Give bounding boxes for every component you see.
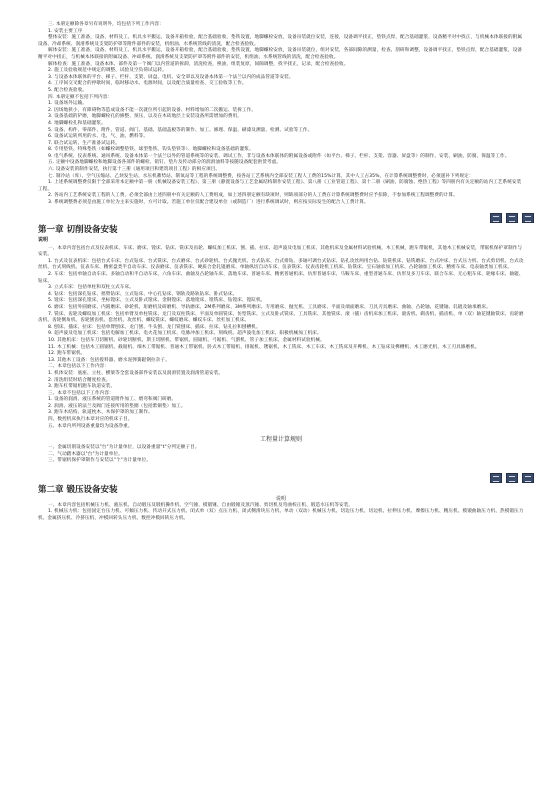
nav-row-2	[38, 473, 524, 485]
chapter-1-explanation-label: 说明	[38, 236, 49, 243]
chapter-1-paragraph: 三、本章不包括以下工作内容：	[48, 390, 114, 396]
intro-paragraph: 七. 制冷站（库）、空气压缩站、乙炔发生站、水压机蓄势站、制氧站等工程的系统调整费，按各站工艺系统内全部安装工程人工费的15%计算，其中人工占35%，在计算系统调整费时，必须递补下列规定：	[48, 173, 474, 179]
intro-paragraph: 3. 设备基础的铲磨，地脚螺栓孔的修整、预压，以及在木砖地层上安装设备所需增加的费用。	[48, 114, 242, 120]
chapter-1-paragraph: 13. 其他木工设备：包括拨料器、磨水泥弹簧辊钢拉杂子。	[48, 357, 170, 363]
page-nav-2	[490, 473, 534, 483]
rule-item: 二、气动踏木器以"台"为计量单位。	[48, 451, 123, 457]
chapter-2-title: 第二章 锻压设备安装	[38, 485, 118, 496]
chapter-1-paragraph: 五、本章内所列设备重量均为设备净重。	[48, 423, 133, 429]
intro-paragraph: 1. 设备场外运输。	[48, 101, 88, 107]
intro-paragraph: 解体检查：施工准备，设备本体、部件及第一个阀门以内管道的拆卸，清洗检查，换油，组装复原，间隙调整，找平找正，记录，配合检查验收。	[48, 61, 349, 67]
chapter-1-paragraph: 7. 铣床、齿轮及螺纹加工机床：包括单臂及单柱铣床、龙门及双柱铣床、平面及单圆铣床、仿型铣床、立式及卧式铣床、工具铣床、其他铣床、滚（插）齿机床加工机床、滚齿机、剃齿机、插齿机、单（双）轴花键轴铣床、齿轮磨齿机、齿轮倒角机、齿轮刨齿机、套丝机、攻丝机、螺纹铣床、螺纹磨床、螺纹车床、丝杠加工机床。	[38, 311, 524, 324]
intro-paragraph: 4. 工序间交叉配合的停歇时间，临时移动水、电源时间，以及配合质量检查、交工验收等工作。	[48, 81, 247, 87]
page-nav	[490, 213, 534, 223]
intro-paragraph: 三. 本册定额除各章另有说明外，均包括下列工作内容：	[48, 22, 164, 27]
chapter-1-paragraph: 二、本章包括以下工作内容：	[48, 364, 110, 370]
next-page-icon[interactable]	[522, 213, 534, 223]
chapter-2-paragraph: 一、本章内容包括机械压力机、液压机、自动锻压及锻机操作机、空气锤、模锻锤、自由锻锤及蒸汽锤、剪切机及弯曲校正机、锻造水压机等安装。	[48, 502, 354, 508]
chapter-1-paragraph: 3. 立式车床：包括单柱和双柱立式车床。	[48, 285, 134, 291]
chapter-1-paragraph: 2. 清洗组装时结合精度检查。	[48, 377, 111, 383]
next-page-icon[interactable]	[522, 473, 534, 483]
intro-paragraph: 6. 设备试运转所用的水、电、气、油、燃料等。	[48, 134, 149, 140]
chapter-1-paragraph: 2. 车床：包括单轴自动车床、多轴自动和半自动车床、六角车床、曲轴及凸轮轴车床、落地车床、普通车床、精密普通机床、仿形普通车床、马鞍车床、重型普通车床、仿形及多刀车床、联合车床、无心粗车床、轮缘车床、轴辊、钻床。	[38, 272, 524, 284]
intro-paragraph: 3. 与设备本体联体的平台、梯子、栏杆、支架、屏盘、电机、安全罩以及设备本体第一个法兰以内的成品管道等安装。	[48, 74, 294, 80]
chapter-1-paragraph: 11. 木工机械：包括木工圆锯机、截锯机、细木工带锯机、普通木工带锯机、卧式木工带锯机、排锯机、镂锯机、木工铣床、木工车床、木工铣床及开榫机、木工钻床及榫槽机、木工磨光机、木工刃具修磨机。	[48, 344, 480, 350]
intro-paragraph: 5. 配合检查验收。	[48, 87, 88, 93]
chapter-1-rules	[38, 445, 524, 465]
chapter-1-paragraph: 3. 跑车木结构、轨道枕木、木保护罩的加工制作。	[48, 410, 153, 416]
home-icon[interactable]	[506, 473, 518, 483]
prev-page-icon[interactable]	[490, 213, 502, 223]
intro-paragraph: 解体安装：施工准备，设备、材料及工、机具水平搬运，设备开箱检验，配合基础验收，垫铁设置，地脚螺栓安放，设备吊装就位，组对安装，各部间隙的测量，检查、刮研和调整，设备调平找正，垫铁点焊，配合基础灌浆，设备精平对中找正，与机械本体联接的附属设备、冲却系统、润滑系统及支架防护罩等附件部件的安装，机组油、水系统管线的清洗，配合检查验收。	[38, 48, 523, 60]
chapter-1-body	[38, 246, 524, 431]
chapter-1-paragraph: 12. 跑车带锯机。	[48, 351, 86, 357]
home-icon[interactable]	[506, 213, 518, 223]
chapter-1-paragraph: 8. 刨床、插床、拉床：包括单臂刨床、龙门刨、牛头刨、龙门铣刨床、插床、拉床、钻孔拉和刨槽机。	[48, 324, 261, 330]
chapter-2-explanation-label: 说明	[275, 496, 287, 503]
chapter-1-paragraph: 1. 机体安装：底座、立柱、横梁等全套设备部件安装以及润滑装置及润滑管道安装。	[48, 370, 224, 376]
intro-paragraph: 9. 电气系统、仪表系统、通风系统、设备本体第一个法兰以外的管道系统等的安装、调试工作，非与设备本体联体的附属设备或附件（如平台、梯子、栏杆、支架、容器、屏盘等）的制作、安装、刷油、防腐、保温等工作。	[48, 153, 510, 159]
intro-paragraph: 整体安装：施工准备，设备、材料及工、机具水平搬运，设备开箱检验，配合基础验收，垫铁设置，地脚螺栓安放，设备吊装就位安装，连接，设备调平找正，垫铁点焊，配合基础灌浆，设备精平对中找正，与机械本体联接的附属设备、冷却系统、润滑系统及支架防护罩等附件部件的安装，机组油、水系统管线的清洗，配合检查验收。	[38, 35, 523, 47]
intro-paragraph: 2. 因场地狭小，有障碍物等造成设备不能一次就位所引起的设备、材料增加的二次搬运、装拆工作。	[48, 107, 256, 113]
document-page	[38, 22, 524, 522]
chapter-1-paragraph: 4. 钻床：包括深孔钻床、摇臂钻床、立式钻床、中心孔钻床、钢轨及路轨钻床、卧式钻床。	[48, 291, 238, 297]
chapter-1-paragraph: 3. 跑车杠带锯机跑车轨道安装。	[48, 384, 116, 390]
intro-paragraph: 1. 上述系统调整费仅限于全部采用本定额中第一册《机械设备安装工程》、第三册《静置设备与工艺金属结构制作安装工程》、第八册《工业管道工程》、第十二册《刷油、防腐蚀、绝热工程》等四册内有关定额的站内工艺系统安装工程。	[38, 180, 522, 192]
intro-section	[38, 22, 524, 207]
intro-paragraph: 8. 专用垫铁、特殊垫铁（如螺栓调整垫铁、球型垫铁、钩头垫铁等）、地脚螺栓和设备基础的灌浆。	[48, 147, 254, 153]
intro-paragraph: 4. 地脚螺栓孔和基础灌浆。	[48, 120, 106, 126]
chapter-2-body	[38, 503, 524, 523]
chapter-1-paragraph: 一、本章内容包括台式及仪表机床、车床、磨床、镗床、钻床、铣床及齿轮、螺纹加工机床、刨、插、拉床、超声波及电加工机床，其他机床及金属材料试验机械，木工机械，跑车带锯机，其他木工机械安装，带锯机保护罩制作与安装。	[38, 245, 523, 258]
intro-paragraph: 3. 系统调整费必须是由施工单位为主来实施时，方可计取。若施工单位仅配合建设单位（或制造厂）进行系统调试时，则应按实际发生的配合人工费计算。	[48, 200, 369, 206]
chapter-1-paragraph: 1. 设备的润滑、液压系统的管道附件加工、煨弯和阀门研磨。	[48, 397, 177, 403]
chapter-1-paragraph: 2. 润滑、液压的法兰及阀门连接所用的垫圈（包括紫铜垫）加工。	[48, 403, 186, 409]
chapter-1-title: 第一章 切削设备安装	[38, 224, 118, 235]
chapter-1-paragraph: 9. 超声波及电加工机床：包括电解加工机床、电火花加工机床、电脉冲加工机床、刻线机、超声波电加工机床、阳极机械加工机床。	[48, 331, 322, 337]
nav-row-1	[38, 213, 524, 225]
prev-page-icon[interactable]	[490, 473, 502, 483]
chapter-2-paragraph: 1. 机械压力机：包括固定台压力机、可倾压力机、传动开式压力机、闭式单（双）点压力机、闭式侧滑块压力机、单动（双动）机械压力机、切边压力机、切边机、拉伸压力机、摩擦压力机、精压机、模锻曲轴压力机、热模锻压力机、金属挤压机、冷挤压机、冲模回转头压力机、数控冲模回转压力机。	[38, 509, 524, 521]
intro-paragraph: 六. 设备安装的制作安装，执行第十三册《通用项目和建筑项目工程》的相应项目。	[48, 167, 221, 173]
chapter-1-rules-title: 工程量计算规则	[259, 436, 302, 444]
intro-paragraph: 5. 设备、构件、零部件、附件、管道、阀门、基础、基础盖板等的制作、加工、修理、保温、刷漆及测量、检测、试验等工作。	[48, 127, 313, 133]
rule-item: 一、金属切削设备安装以"台"为计量单位，以设备重量"t"分列定额子目。	[48, 445, 200, 451]
chapter-1-paragraph: 10. 其他机床：包括车刀切断机、砂轮切断机、斯王切断机、带锯机、圆锯机、弓锯机、气割机、管子加工机床、金属材料试验机械。	[48, 337, 325, 343]
rule-item: 三、带锯机保护罩制作与安装以"个"为计量单位。	[48, 458, 151, 464]
chapter-1-paragraph: 5. 镗床：包括深孔镗床、坐标镗床、立式及卧式镗床、金钢镗床、落地镗床、镗铣床、钻镗床、镗缸机。	[48, 298, 266, 304]
intro-paragraph: 1. 安装主要工序	[48, 28, 83, 34]
intro-paragraph: 五. 定额中设备地脚螺栓和地脚设备各部件的螺栓、销钉、垫片及传动部分的润滑油料等按随设备配套供货考虑。	[48, 160, 282, 166]
intro-paragraph: 2. 施工及验收规范中规定的调整、试验及空负荷试运转。	[48, 68, 167, 74]
intro-paragraph: 7. 联合试运转、生产准备试运转。	[48, 140, 120, 146]
chapter-1-paragraph: 四、数控机床执行本章对应的机床子目。	[48, 417, 133, 423]
chapter-1-paragraph: 1. 台式及仪表机床：包括台式车床、台式钻床、台式铣床、台式磨床、台式砂轮机、台式抛光机、台式钻床、台式排钻、多轴可调台式钻床、钻孔攻丝两用台钻、钻铣机床、钻铣磨床、台式冲床、台式压力机、台式剪切机、台式攻丝机、台式刻线机、仪表车床、精密盘类半自动车床、仪表磨床、仪表铣床、硬质合金轧锟磨床、单轴纵切自动车床、仪表铣床、仪表齿轮机工机床、钻铣床、宝石轴承加工机床、凸轮轴加工机床、精密车床、电表轴类加工机床。	[38, 258, 524, 271]
intro-paragraph: 2. 各站内工艺系统安装工程的人工费，必须全部由上述四册中有关定额的人工费组成，如上述四册定额有缺项时，则缺项部分的人工费在计算系统调整费时应予扣除，不参加系统工程调整费的计算。	[48, 193, 458, 199]
chapter-1-paragraph: 6. 磨床：包括外圆磨床、内圆磨床、砂轮机、珩磨机及研磨机、导轨磨床、2M系列磨床、3M系列磨床、专用磨床、抛光机、工具磨床、平面及端面磨床、刀具刃具磨床、曲轴、凸轮轴、花键轴、轧辊及轴承磨床。	[48, 304, 491, 310]
intro-paragraph: 四. 本册定额不包括下列内容：	[48, 94, 113, 100]
